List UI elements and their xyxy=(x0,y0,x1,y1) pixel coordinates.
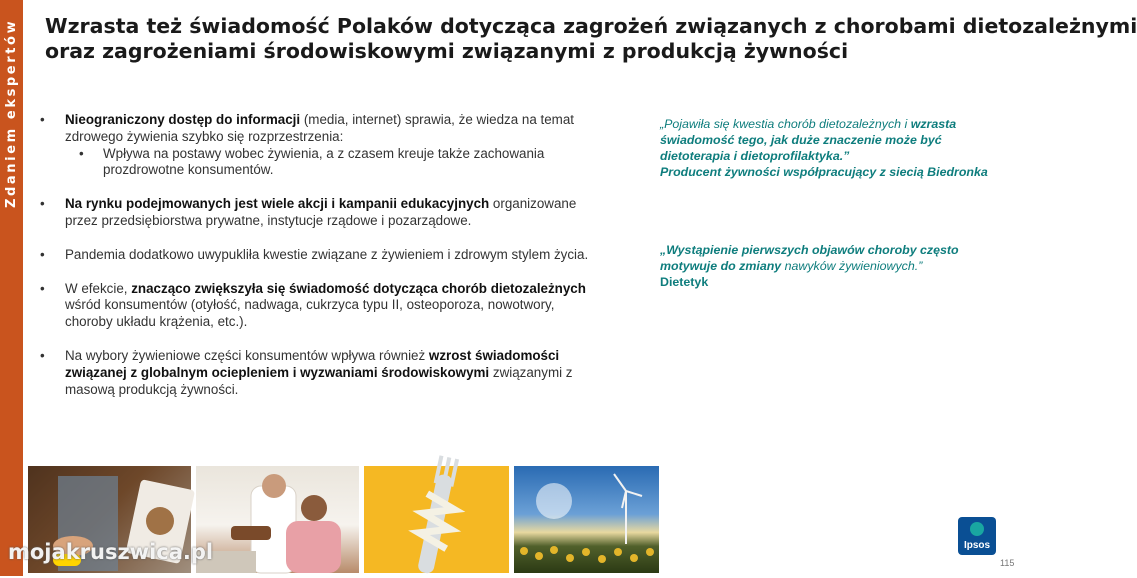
sidebar-band xyxy=(0,0,23,576)
bullet-item xyxy=(40,196,605,230)
bullet-bold: znacząco zwiększyła się świadomość dotycząca chorób dietozależnych xyxy=(131,280,586,296)
bullet-item xyxy=(40,112,605,179)
watermark xyxy=(8,540,213,564)
fork-illustration xyxy=(364,466,509,573)
quote-bold: „Wystąpienie pierwszych objawów choroby często motywuje do zmiany xyxy=(660,243,959,273)
photo-doctor-patient xyxy=(196,466,359,573)
bullet-dot: • xyxy=(40,112,45,127)
bullet-dot: • xyxy=(40,246,45,262)
doctor-illustration xyxy=(196,466,359,573)
bullet-dot: • xyxy=(40,196,45,212)
bullet-bold: Nieograniczony dostęp do informacji xyxy=(65,112,301,127)
logo-text: Ipsos xyxy=(963,540,991,551)
photo-fork-measuring-tape xyxy=(364,466,509,573)
photo-wind-turbine-sunflowers xyxy=(514,466,659,573)
expert-quotes xyxy=(660,116,990,352)
bullet-text: związanymi z masową produkcją żywności. xyxy=(65,364,573,397)
bullet-dot: • xyxy=(40,280,45,296)
ipsos-logo xyxy=(958,517,996,555)
bullet-text: organizowane przez przedsiębiorstwa prywatne, instytucje rządowe i pozarządowe. xyxy=(65,196,577,228)
bullet-text: Pandemia dodatkowo uwypukliła kwestie związane z żywieniem i zdrowym stylem życia. xyxy=(65,246,589,262)
sub-bullet-text: Wpływa na postawy wobec żywienia, a z czasem kreuje także zachowania prozdrowotne konsumentów. xyxy=(103,145,545,178)
watermark-part: moja xyxy=(8,540,66,564)
quote-author: Dietetyk xyxy=(660,275,709,289)
bullet-pre: Na wybory żywieniowe części konsumentów wpływa również xyxy=(65,347,429,363)
bullet-text: (media, internet) sprawia, że wiedza na temat zdrowego żywienia szybko się rozprzestrzenia: xyxy=(65,112,574,144)
title-line-2: oraz zagrożeniami środowiskowymi związanymi z produkcją żywności xyxy=(45,39,849,63)
bullet-bold: Na rynku podejmowanych jest wiele akcji i kampanii edukacyjnych xyxy=(65,196,490,212)
title-line-1: Wzrasta też świadomość Polaków dotycząca zagrożeń związanych z chorobami dietozależnymi xyxy=(45,14,1137,38)
turbine-illustration xyxy=(514,466,659,573)
bullet-item xyxy=(40,247,605,264)
bullet-dot: • xyxy=(40,347,45,363)
bullet-item xyxy=(40,348,605,398)
bullet-list xyxy=(40,112,605,415)
sub-bullet-item xyxy=(65,146,605,180)
quote-normal: „Pojawiła się kwestia chorób dietozależnych i xyxy=(660,117,911,131)
quote-block xyxy=(660,242,990,290)
watermark-part: kruszwica xyxy=(65,540,183,564)
quote-block xyxy=(660,116,990,180)
quote-author: Producent żywności współpracujący z siecią Biedronka xyxy=(660,165,988,179)
watermark-part: .pl xyxy=(182,540,214,564)
page-number: 115 xyxy=(1000,558,1015,568)
sidebar-label: Zdaniem ekspertów xyxy=(4,18,19,208)
bullet-bold: wzrost świadomości związanej z globalnym ociepleniem i wyzwaniami środowiskowymi xyxy=(65,347,560,380)
bullet-text: wśród konsumentów (otyłość, nadwaga, cukrzyca typu II, osteoporoza, nowotwory, choroby układu krążenia, etc.). xyxy=(65,297,555,330)
bullet-pre: W efekcie, xyxy=(65,280,132,296)
page-title xyxy=(45,14,1137,64)
quote-normal: nawyków żywieniowych.” xyxy=(781,259,923,273)
quote-bold: wzrasta świadomość tego, jak duże znaczenie może być dietoterapia i dietoprofilaktyka.” xyxy=(660,117,957,163)
bullet-item xyxy=(40,281,605,331)
bullet-dot: • xyxy=(79,145,84,161)
